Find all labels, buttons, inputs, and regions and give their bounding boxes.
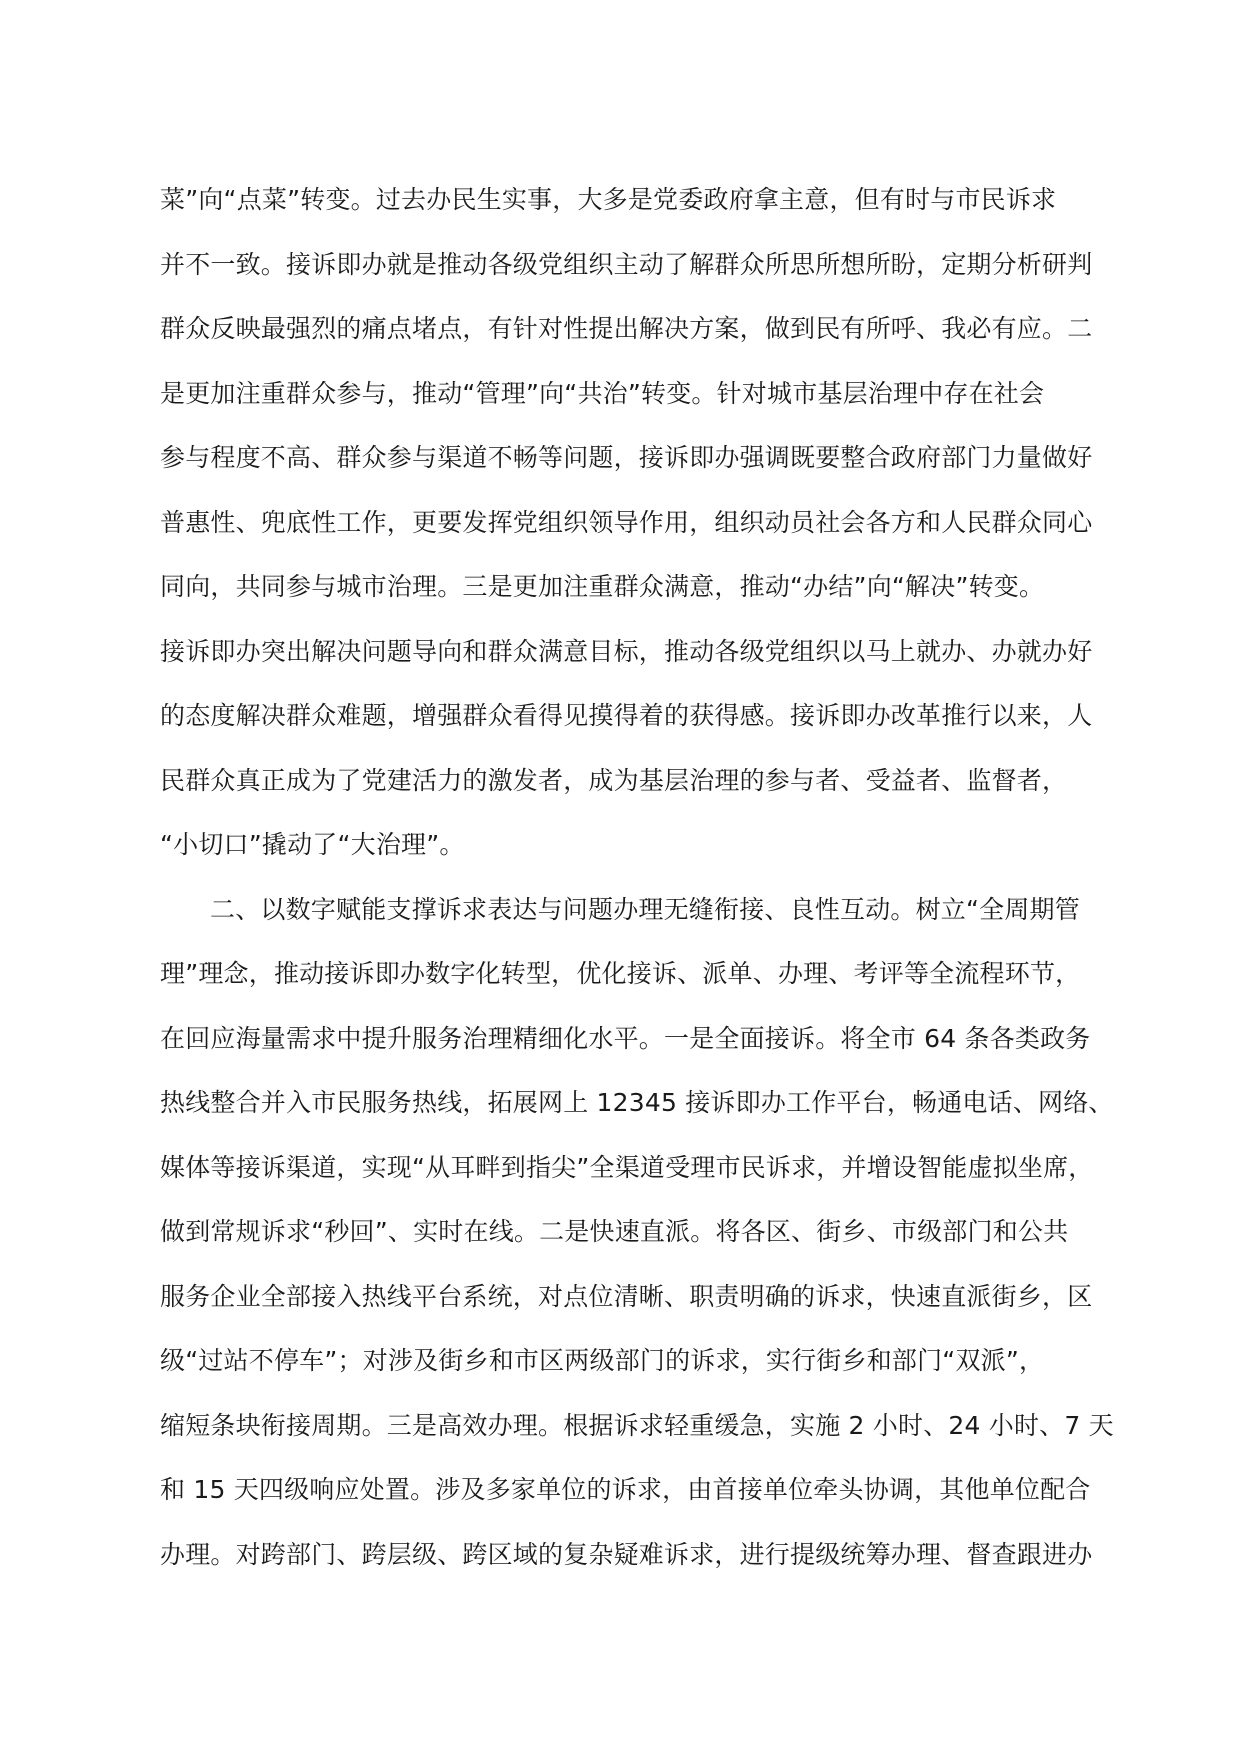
text-line: 和 15 天四级响应处置。涉及多家单位的诉求，由首接单位牵头协调，其他单位配合 bbox=[160, 1475, 1091, 1504]
text-line: 参与程度不高、群众参与渠道不畅等问题，接诉即办强调既要整合政府部门力量做好 bbox=[160, 443, 1093, 472]
text-line: 在回应海量需求中提升服务治理精细化水平。一是全面接诉。将全市 64 条各类政务 bbox=[160, 1023, 1091, 1053]
paragraph-start-line: 二、以数字赋能支撑诉求表达与问题办理无缝衔接、良性互动。树立“全周期管 bbox=[210, 894, 1080, 924]
text-line: 是更加注重群众参与，推动“管理”向“共治”转变。针对城市基层治理中存在社会 bbox=[160, 378, 1045, 408]
text-line: 民群众真正成为了党建活力的激发者，成为基层治理的参与者、受益者、监督者， bbox=[160, 765, 1068, 795]
text-line: 接诉即办突出解决问题导向和群众满意目标，推动各级党组织以马上就办、办就办好 bbox=[160, 636, 1093, 666]
text-line: 理”理念，推动接诉即办数字化转型，优化接诉、派单、办理、考评等全流程环节， bbox=[160, 959, 1081, 988]
text-line: 热线整合并入市民服务热线，拓展网上 12345 接诉即办工作平台，畅通电话、网络、 bbox=[160, 1088, 1114, 1117]
text-line: 缩短条块衔接周期。三是高效办理。根据诉求轻重缓急，实施 2 小时、24 小时、7 天 bbox=[160, 1410, 1114, 1440]
text-line: 普惠性、兜底性工作，更要发挥党组织领导作用，组织动员社会各方和人民群众同心 bbox=[160, 507, 1093, 537]
text-line: 群众反映最强烈的痛点堵点，有针对性提出解决方案，做到民有所呼、我必有应。二 bbox=[160, 314, 1093, 343]
text-line: 菜”向“点菜”转变。过去办民生实事，大多是党委政府拿主意，但有时与市民诉求 bbox=[160, 185, 1057, 214]
text-line: 并不一致。接诉即办就是推动各级党组织主动了解群众所思所想所盼，定期分析研判 bbox=[160, 249, 1093, 279]
text-line: 媒体等接诉渠道，实现“从耳畔到指尖”全渠道受理市民诉求，并增设智能虚拟坐席， bbox=[160, 1152, 1094, 1182]
text-line: “小切口”撬动了“大治理”。 bbox=[160, 830, 465, 859]
text-line: 办理。对跨部门、跨层级、跨区域的复杂疑难诉求，进行提级统筹办理、督查跟进办 bbox=[160, 1539, 1093, 1569]
body-text bbox=[160, 168, 1114, 1587]
text-line: 同向，共同参与城市治理。三是更加注重群众满意，推动“办结”向“解决”转变。 bbox=[160, 572, 1045, 601]
text-line: 的态度解决群众难题，增强群众看得见摸得着的获得感。接诉即办改革推行以来，人 bbox=[160, 701, 1093, 730]
text-line: 做到常规诉求“秒回”、实时在线。二是快速直派。将各区、街乡、市级部门和公共 bbox=[160, 1217, 1069, 1246]
text-line: 级“过站不停车”；对涉及街乡和市区两级部门的诉求，实行街乡和部门“双派”， bbox=[160, 1346, 1045, 1375]
text-line: 服务企业全部接入热线平台系统，对点位清晰、职责明确的诉求，快速直派街乡，区 bbox=[160, 1281, 1093, 1311]
